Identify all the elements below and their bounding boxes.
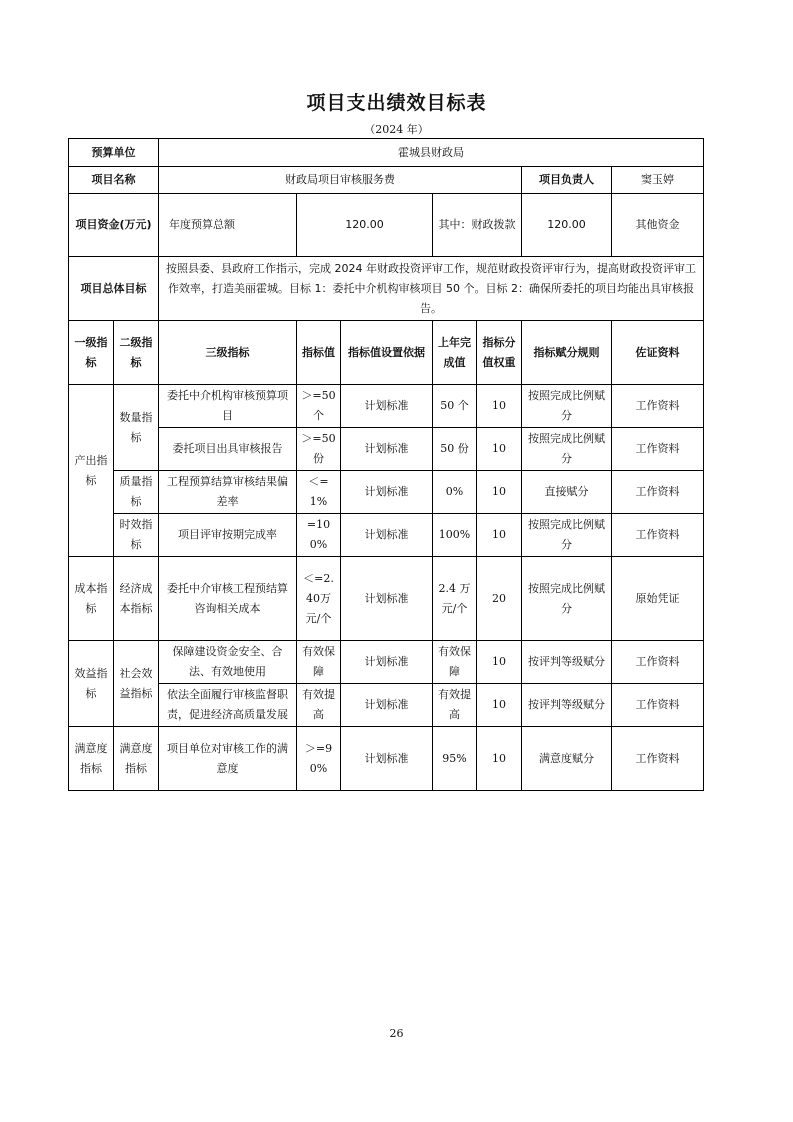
project-name-row [69, 167, 704, 194]
header-value: 指标值 [297, 321, 341, 385]
group-cost: 成本指标 [69, 557, 114, 641]
row-rule: 按评判等级赋分 [522, 684, 612, 727]
header-l1: 一级指标 [69, 321, 114, 385]
row-l3: 委托中介审核工程预结算咨询相关成本 [159, 557, 297, 641]
subgroup-satisfaction: 满意度指标 [114, 727, 159, 791]
row-rule: 按照完成比例赋分 [522, 514, 612, 557]
manager-value: 窦玉婷 [612, 167, 704, 194]
row-basis: 计划标准 [341, 428, 433, 471]
header-basis: 指标值设置依据 [341, 321, 433, 385]
row-rule: 按照完成比例赋分 [522, 385, 612, 428]
row-basis: 计划标准 [341, 684, 433, 727]
row-evidence: 工作资料 [612, 684, 704, 727]
manager-label: 项目负责人 [522, 167, 612, 194]
row-l3: 项目单位对审核工作的满意度 [159, 727, 297, 791]
row-basis: 计划标准 [341, 557, 433, 641]
row-rule: 按照完成比例赋分 [522, 428, 612, 471]
row-evidence: 工作资料 [612, 471, 704, 514]
row-basis: 计划标准 [341, 471, 433, 514]
group-benefit: 效益指标 [69, 641, 114, 727]
header-row [69, 321, 704, 385]
page-title: 项目支出绩效目标表 [306, 92, 487, 114]
table-row [69, 514, 704, 557]
row-weight: 20 [477, 557, 522, 641]
row-basis: 计划标准 [341, 385, 433, 428]
row-value: ＞=50个 [297, 385, 341, 428]
row-value: ＞=90% [297, 727, 341, 791]
row-rule: 按评判等级赋分 [522, 641, 612, 684]
table-row [69, 641, 704, 684]
row-value: 有效保障 [297, 641, 341, 684]
row-weight: 10 [477, 641, 522, 684]
row-evidence: 工作资料 [612, 428, 704, 471]
project-name-value: 财政局项目审核服务费 [159, 167, 522, 194]
subgroup-quantity: 数量指标 [114, 385, 159, 471]
row-weight: 10 [477, 471, 522, 514]
row-value: ＞=50份 [297, 428, 341, 471]
header-weight: 指标分值权重 [477, 321, 522, 385]
row-value: ＜=2.40万元/个 [297, 557, 341, 641]
funds-row [69, 194, 704, 257]
subgroup-economic: 经济成本指标 [114, 557, 159, 641]
table-row [69, 727, 704, 791]
row-last: 2.4 万元/个 [433, 557, 477, 641]
group-output: 产出指标 [69, 385, 114, 557]
table-row [69, 385, 704, 428]
performance-table [68, 138, 704, 791]
fiscal-label: 其中：财政拨款 [433, 194, 522, 257]
subgroup-social: 社会效益指标 [114, 641, 159, 727]
header-l3: 三级指标 [159, 321, 297, 385]
row-last: 50 个 [433, 385, 477, 428]
row-basis: 计划标准 [341, 727, 433, 791]
table-row [69, 684, 704, 727]
header-rule: 指标赋分规则 [522, 321, 612, 385]
row-weight: 10 [477, 684, 522, 727]
row-l3: 依法全面履行审核监督职责，促进经济高质量发展 [159, 684, 297, 727]
row-value: =100% [297, 514, 341, 557]
overall-goal-text: 按照县委、县政府工作指示，完成 2024 年财政投资评审工作，规范财政投资评审行为，提高财政投资评审工作效率，打造美丽霍城。目标 1：委托中介机构审核项目 50 个。目标 2：确保所委托的项目均能出具审核报告。 [159, 257, 704, 321]
row-weight: 10 [477, 727, 522, 791]
annual-budget-label: 年度预算总额 [159, 194, 297, 257]
row-l3: 保障建设资金安全、合法、有效地使用 [159, 641, 297, 684]
row-weight: 10 [477, 385, 522, 428]
row-last: 100% [433, 514, 477, 557]
row-weight: 10 [477, 428, 522, 471]
row-last: 有效保障 [433, 641, 477, 684]
header-last-year: 上年完成值 [433, 321, 477, 385]
unit-row [69, 139, 704, 167]
row-l3: 委托项目出具审核报告 [159, 428, 297, 471]
header-l2: 二级指标 [114, 321, 159, 385]
unit-label: 预算单位 [69, 139, 159, 167]
project-name-label: 项目名称 [69, 167, 159, 194]
group-satisfaction: 满意度指标 [69, 727, 114, 791]
page-number: 26 [389, 1027, 404, 1040]
row-l3: 项目评审按期完成率 [159, 514, 297, 557]
row-rule: 直接赋分 [522, 471, 612, 514]
row-evidence: 工作资料 [612, 727, 704, 791]
subgroup-timeliness: 时效指标 [114, 514, 159, 557]
table-row [69, 471, 704, 514]
row-last: 95% [433, 727, 477, 791]
annual-budget-value: 120.00 [297, 194, 433, 257]
unit-value: 霍城县财政局 [159, 139, 704, 167]
overall-goal-row [69, 257, 704, 321]
year-label: （2024 年） [364, 123, 429, 136]
row-basis: 计划标准 [341, 641, 433, 684]
row-evidence: 工作资料 [612, 385, 704, 428]
row-value: ＜=1% [297, 471, 341, 514]
row-value: 有效提高 [297, 684, 341, 727]
other-label: 其他资金 [612, 194, 704, 257]
fiscal-value: 120.00 [522, 194, 612, 257]
subgroup-quality: 质量指标 [114, 471, 159, 514]
row-last: 50 份 [433, 428, 477, 471]
header-evidence: 佐证资料 [612, 321, 704, 385]
row-l3: 委托中介机构审核预算项目 [159, 385, 297, 428]
row-evidence: 原始凭证 [612, 557, 704, 641]
row-weight: 10 [477, 514, 522, 557]
row-last: 0% [433, 471, 477, 514]
row-basis: 计划标准 [341, 514, 433, 557]
row-last: 有效提高 [433, 684, 477, 727]
row-evidence: 工作资料 [612, 641, 704, 684]
row-l3: 工程预算结算审核结果偏差率 [159, 471, 297, 514]
table-row [69, 428, 704, 471]
row-rule: 满意度赋分 [522, 727, 612, 791]
row-evidence: 工作资料 [612, 514, 704, 557]
row-rule: 按照完成比例赋分 [522, 557, 612, 641]
overall-goal-label: 项目总体目标 [69, 257, 159, 321]
funds-label: 项目资金(万元) [69, 194, 159, 257]
table-row [69, 557, 704, 641]
